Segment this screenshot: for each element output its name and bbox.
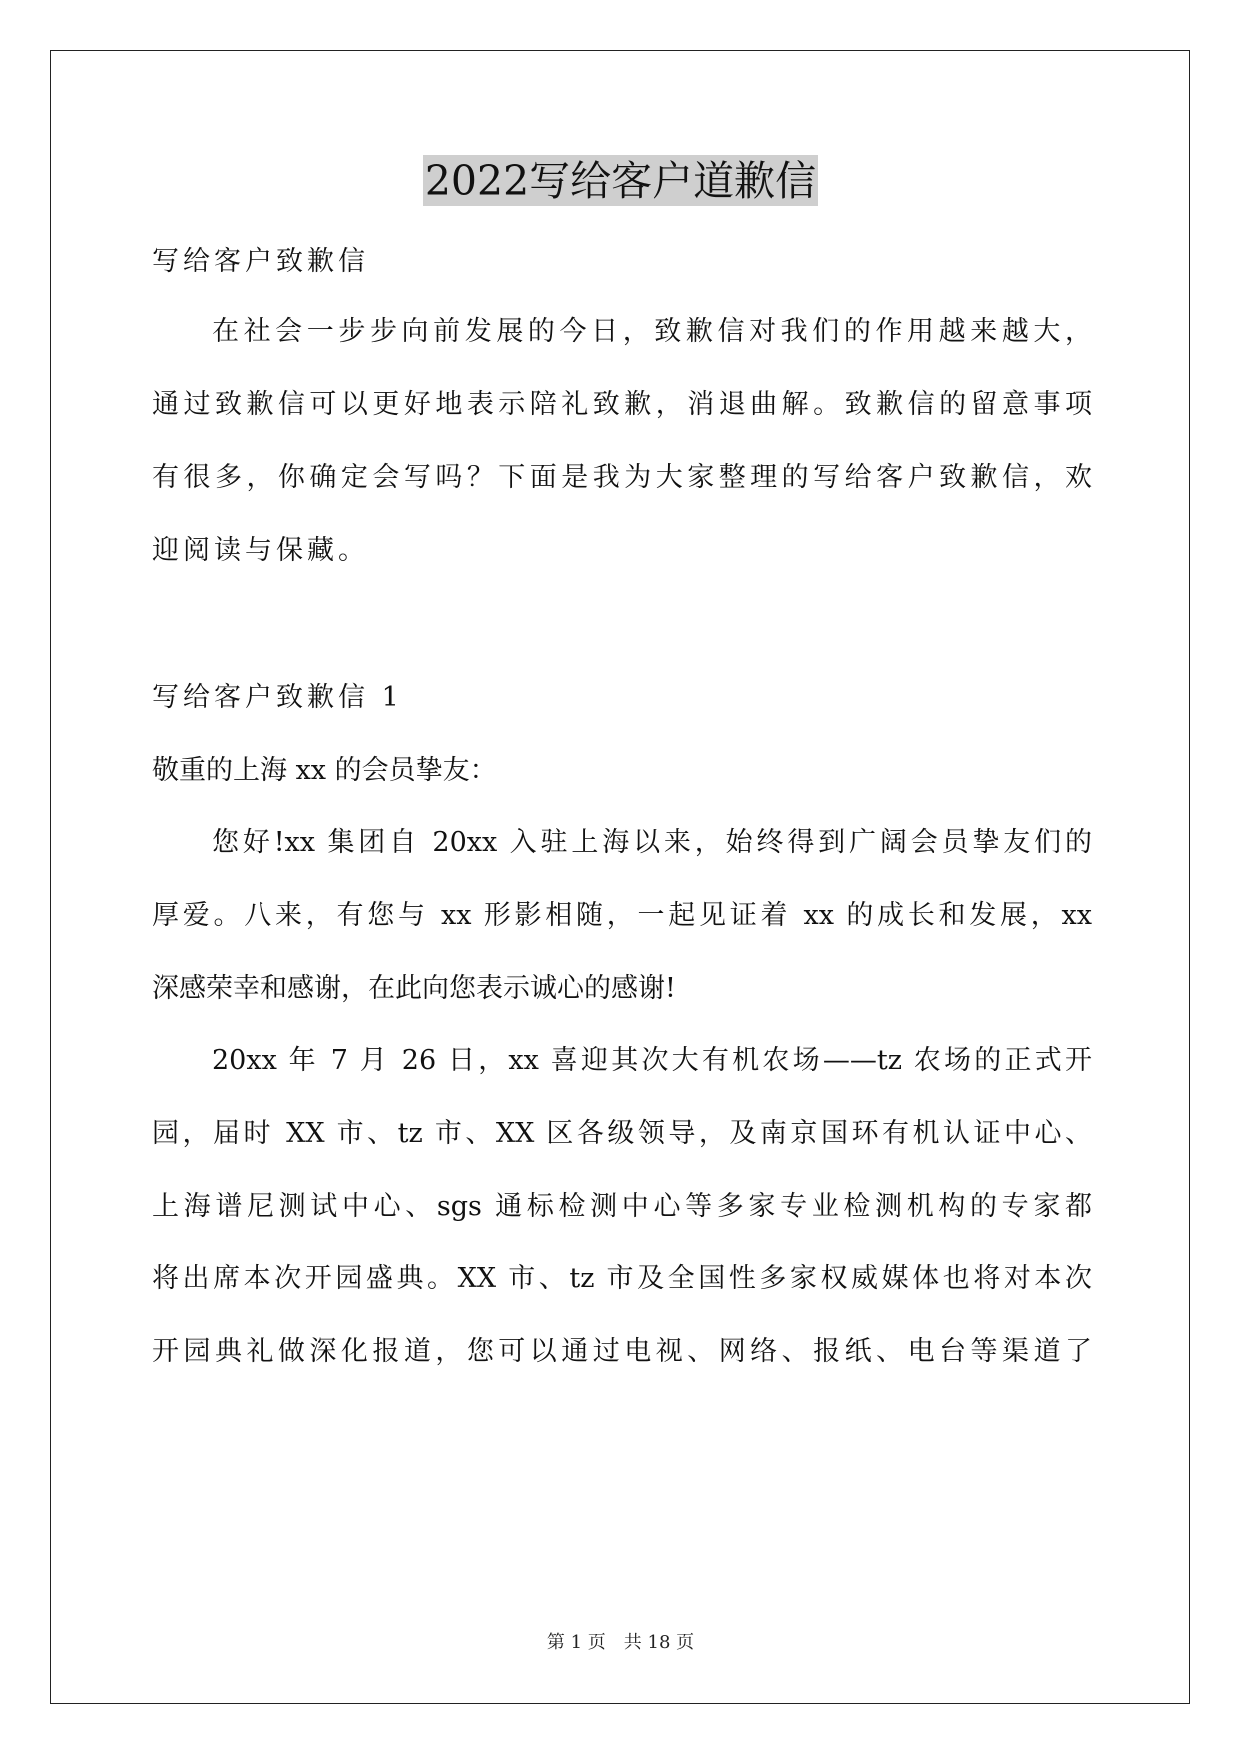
paragraph-line: 将出席本次开园盛典。XX 市、tz 市及全国性多家权威媒体也将对本次 <box>152 1263 1092 1294</box>
document-title-text: 2022写给客户道歉信 <box>424 157 817 205</box>
paragraph-line: 开园典礼做深化报道，您可以通过电视、网络、报纸、电台等渠道了 <box>152 1336 1092 1367</box>
paragraph-line: 厚爱。八来，有您与 xx 形影相随，一起见证着 xx 的成长和发展，xx <box>152 900 1092 931</box>
page-border <box>50 50 1190 1704</box>
document-title <box>0 155 1241 206</box>
page-number: 第 1 页 共 18 页 <box>546 1632 695 1653</box>
paragraph-line: 上海谱尼测试中心、sgs 通标检测中心等多家专业检测机构的专家都 <box>152 1191 1092 1222</box>
paragraph-line: 迎阅读与保藏。 <box>152 535 369 566</box>
paragraph-line: 您好!xx 集团自 20xx 入驻上海以来，始终得到广阔会员挚友们的 <box>212 827 1092 858</box>
paragraph-line: 有很多，你确定会写吗？下面是我为大家整理的写给客户致歉信，欢 <box>152 462 1092 493</box>
paragraph-line: 深感荣幸和感谢，在此向您表示诚心的感谢! <box>152 973 676 1004</box>
salutation: 敬重的上海 xx 的会员挚友： <box>152 755 497 786</box>
section-heading: 写给客户致歉信 1 <box>152 682 403 713</box>
paragraph-line: 在社会一步步向前发展的今日，致歉信对我们的作用越来越大， <box>212 316 1092 347</box>
section-heading: 写给客户致歉信 <box>152 246 369 277</box>
paragraph-line: 通过致歉信可以更好地表示陪礼致歉，消退曲解。致歉信的留意事项 <box>152 389 1092 420</box>
paragraph-line: 20xx 年 7 月 26 日，xx 喜迎其次大有机农场——tz 农场的正式开 <box>212 1045 1092 1076</box>
paragraph-line: 园，届时 XX 市、tz 市、XX 区各级领导，及南京国环有机认证中心、 <box>152 1118 1092 1149</box>
